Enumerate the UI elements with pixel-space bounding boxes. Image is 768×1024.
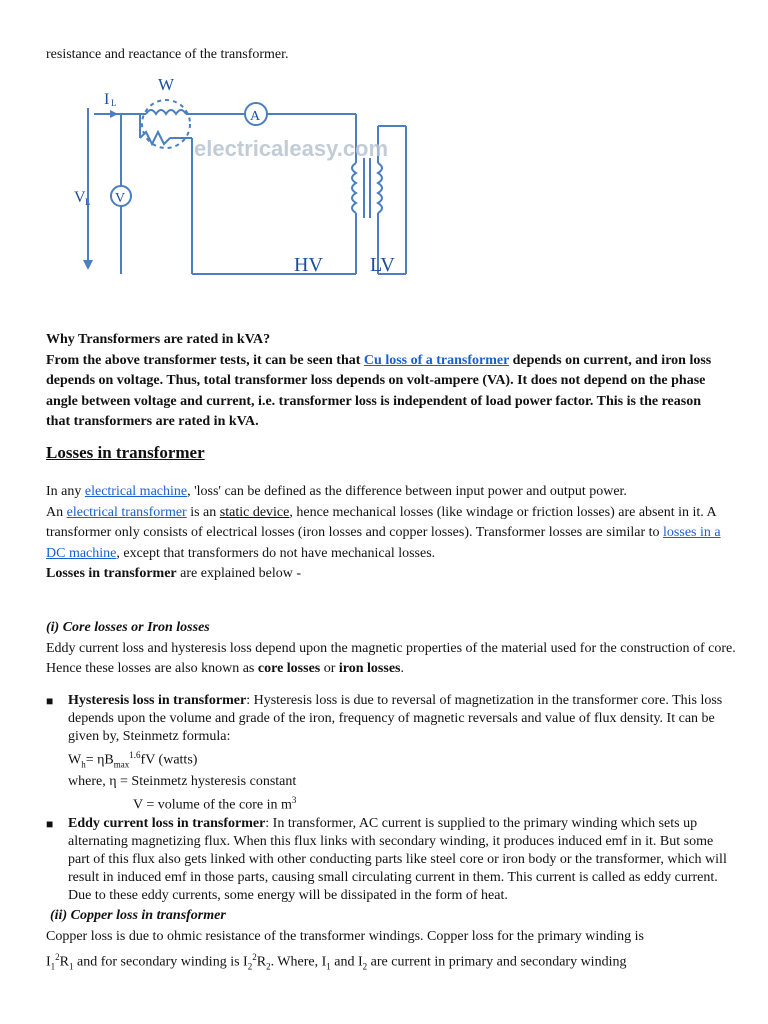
bullet-icon: ■ bbox=[46, 694, 54, 708]
list-item: ■ Hysteresis loss in transformer: Hysteresis loss is due to reversal of magnetization in the transformer core. This loss depends upon the volume and grade of the iron, frequency of magnetic reversals and value of flux density. It can be given by, Steinmetz formula: $W_h= \eta B_{max}^{1.6}fV$ (watts) where, η = Steinmetz hysteresis constant V = volume of the core in $m^3$ bbox=[46, 692, 736, 815]
list-item: ■ Eddy current loss in transformer: In transformer, AC current is supplied to the primary winding which sets up alternating magnetizing flux. When this flux links with secondary winding, it produces induced emf in it. But some part of this flux also gets linked with other conducting parts like steel core or iron body or the transformer, which will result in induced emf in those parts, causing small circulating current in them. This current is called as eddy current. Due to these eddy currents, some energy will be dissipated in the form of heat. bbox=[46, 816, 727, 904]
wattmeter-label: W bbox=[158, 75, 175, 94]
hv-label: HV bbox=[294, 254, 323, 276]
intro-text: resistance and reactance of the transformer. bbox=[46, 47, 289, 62]
cu-loss-link[interactable]: Cu loss of a transformer bbox=[363, 352, 510, 368]
transformer-test-circuit-diagram bbox=[66, 68, 466, 278]
steinmetz-formula: $W_h= \eta B_{max}^{1.6}fV$ (watts) bbox=[68, 750, 198, 770]
bullet-icon: ■ bbox=[46, 817, 54, 832]
voltage-label: V bbox=[74, 189, 86, 206]
loss-bullet-list bbox=[46, 692, 736, 905]
copper-loss-heading: (ii) Copper loss in transformer bbox=[50, 908, 226, 923]
copper-loss-section: (ii) Copper loss in transformer Copper loss is due to ohmic resistance of the transformer windings. Copper loss for the primary winding is $I_1^2R_1$ and for secondary winding is $I_2^2R_2$. Where, $I_1$ and $I_2$ are current in primary and secondary winding bbox=[46, 908, 645, 972]
current-label-sub: L bbox=[111, 98, 117, 108]
kva-heading: Why Transformers are rated in kVA? bbox=[46, 332, 271, 347]
core-losses-heading: (i) Core losses or Iron losses bbox=[46, 620, 210, 635]
losses-heading: Losses in transformer bbox=[46, 443, 205, 462]
current-label: I bbox=[104, 91, 110, 108]
ammeter-label: A bbox=[250, 109, 261, 124]
watermark: electricaleasy.com bbox=[194, 136, 389, 161]
voltage-label-sub: L bbox=[85, 197, 91, 207]
dc-machine-losses-link[interactable]: losses in a DC machine bbox=[46, 525, 721, 561]
electrical-machine-link[interactable]: electrical machine bbox=[84, 484, 188, 499]
lv-label: LV bbox=[370, 254, 395, 276]
electrical-transformer-link[interactable]: electrical transformer bbox=[66, 504, 187, 520]
core-losses-section: (i) Core losses or Iron losses Eddy current loss and hysteresis loss depend upon the magnetic properties of the material used for the construction of core. Hence these losses are also known as core losses or iron losses. bbox=[46, 620, 736, 676]
losses-intro: In any electrical machine, 'loss' can be defined as the difference between input power and output power. An electrical transformer is an static device, hence mechanical losses (like windage or friction losses) are absent in it. A transformer only consists of electrical losses (iron losses and copper losses). Transformer losses are similar to losses in a DC machine, except that transformers do not have mechanical losses. Losses in transformer are explained below - bbox=[46, 484, 721, 581]
kva-paragraph: From the above transformer tests, it can be seen that Cu loss of a transformer depends on current, and iron loss depends on voltage. Thus, total transformer loss depends on volt-ampere (VA). It does not depend on the phase angle between voltage and current, i.e. transformer loss is independent of load power factor. This is the reason that transformers are rated in kVA. bbox=[46, 352, 712, 429]
kva-rating-section bbox=[46, 330, 726, 433]
voltmeter-label: V bbox=[115, 191, 126, 206]
